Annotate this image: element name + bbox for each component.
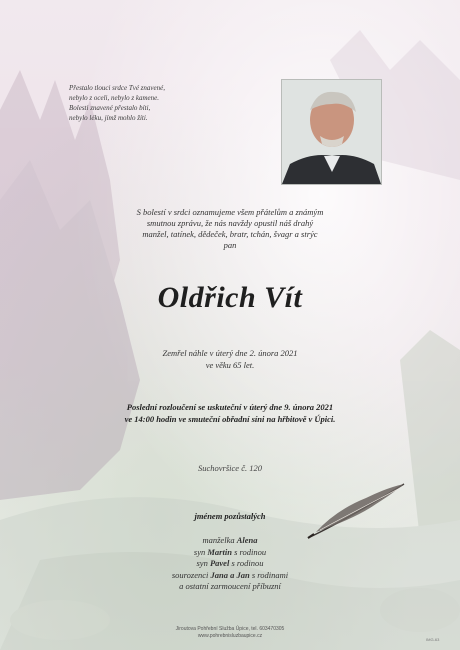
announcement-line: smutnou zprávu, že nás navždy opustil náš drahý [146, 218, 314, 228]
funeral-info [70, 401, 390, 425]
announcement-line: S bolestí v srdci oznamujeme všem přátelům a známým [136, 207, 324, 217]
family-list [110, 535, 350, 593]
death-info [120, 347, 340, 371]
address: Suchovršice č. 120 [198, 463, 262, 473]
family-member: a ostatní zarmoucení příbuzní [179, 581, 281, 591]
footer-website: www.pohrebnisluzbaupice.cz [197, 633, 263, 639]
announcement-line: pan [223, 240, 237, 250]
family-member: syn Pavel s rodinou [196, 558, 264, 568]
death-date-line: Zemřel náhle v úterý dne 2. února 2021 [162, 348, 298, 358]
poem [69, 83, 209, 123]
announcement-line: manžel, tatínek, dědeček, bratr, tchán, švagr a strýc [142, 229, 318, 239]
funeral-line: ve 14:00 hodin ve smuteční obřadní síni na hřbitově v Úpici. [124, 414, 336, 424]
footer-company: Jiroutova Pohřební Služba Úpice, tel. 603470305 [175, 626, 285, 632]
age-line: ve věku 65 let. [205, 360, 255, 370]
announcement-text [100, 207, 360, 251]
on-behalf-heading: jménem pozůstalých [194, 511, 266, 521]
poem-line: nebylo z oceli, nebylo z kamene. [69, 94, 159, 102]
deceased-name: Oldřich Vít [157, 281, 303, 314]
family-member: sourozenci Jana a Jan s rodinami [171, 569, 289, 580]
funeral-service-footer [120, 626, 340, 640]
family-member: syn Martin s rodinou [193, 546, 267, 557]
quill-feather-icon [306, 480, 406, 540]
funeral-line: Poslední rozloučení se uskuteční v úterý dne 9. února 2021 [126, 402, 334, 412]
poem-line: Přestalo tlouci srdce Tvé znavené, [69, 84, 165, 92]
poem-line: nebylo léku, jímž mohlo žíti. [69, 114, 148, 122]
portrait-image [282, 80, 381, 184]
portrait-photo [281, 79, 382, 185]
poem-line: Bolesti znavené přestalo bíti, [69, 104, 151, 112]
document-code: IMG-63 [426, 637, 440, 642]
family-member: manželka Alena [202, 535, 258, 545]
